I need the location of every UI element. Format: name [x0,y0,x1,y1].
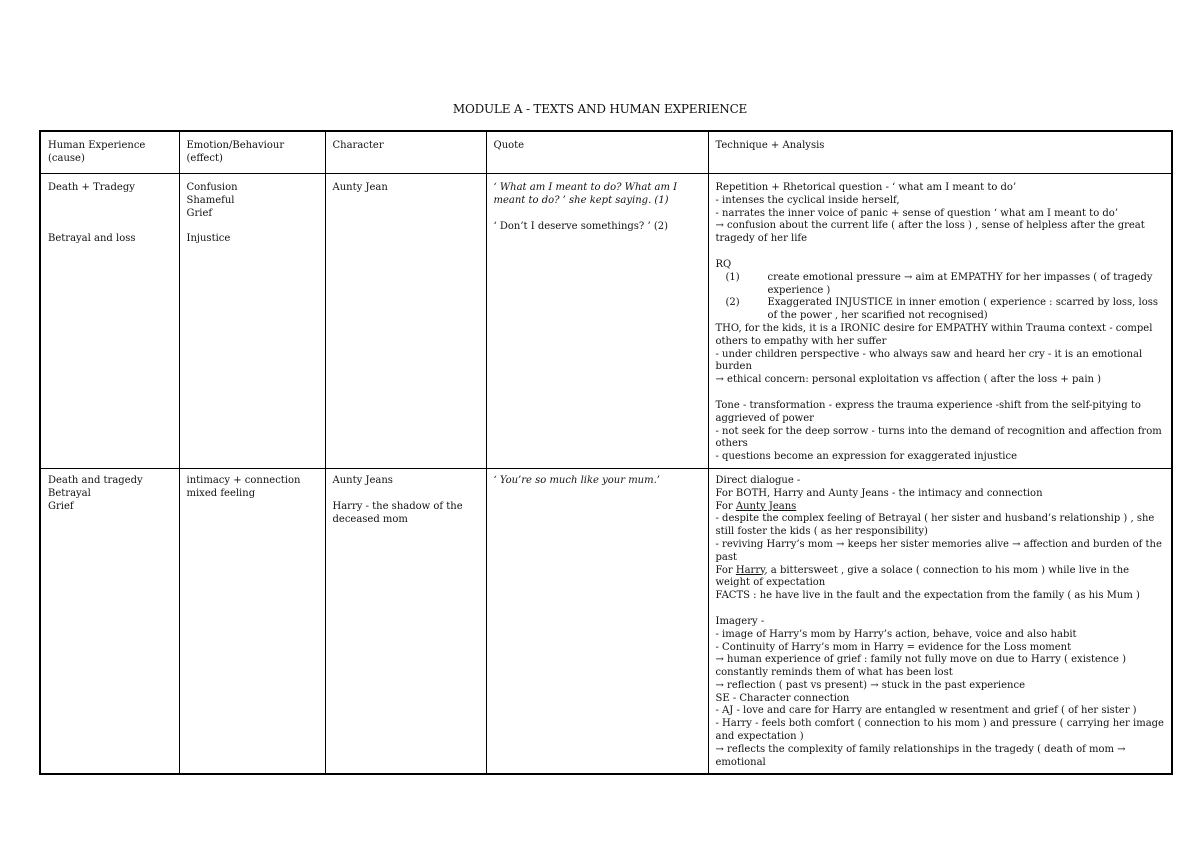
character-text: Harry - the shadow of the deceased mom [332,500,463,525]
analysis-line: - Continuity of Harry’s mom in Harry = evidence for the Loss moment [715,641,1072,653]
underlined-name: Aunty Jeans [735,500,797,512]
analysis-line: - intenses the cyclical inside herself, [715,194,900,206]
analysis-line: - questions become an expression for exaggerated injustice [715,451,1018,463]
list-item [716,272,1165,298]
quote-text: ‘ What am I meant to do? What am I meant to do? ’ she kept saying. (1) [493,182,678,206]
quote-text: ‘ You’re so much like your mum.’ [493,474,660,486]
analysis-text: , a bittersweet , give a solace ( connection to his mom ) while live in the weight of expectation [715,564,1130,589]
table-row [40,468,1172,774]
list-number: (1) [725,271,740,283]
technique-heading: Imagery - [715,615,765,627]
technique-heading: SE - Character connection [715,692,850,704]
cause-text: Grief [48,500,74,512]
quote-cell [486,468,708,774]
character-text: Aunty Jeans [332,474,393,486]
analysis-line: FACTS : he have live in the fault and the expectation from the family ( as his Mum ) [715,590,1140,602]
technique-heading: Repetition + Rhetorical question - ‘ what am I meant to do’ [715,182,1017,193]
technique-heading: Tone - transformation - express the trauma experience -shift from the self-pitying to aggrieved of power [715,399,1141,424]
emotion-text: Grief [186,207,213,219]
list-item [716,297,1165,323]
character-cell [325,468,486,774]
header-analysis-label: Technique + Analysis [715,140,825,151]
quote-cell [486,174,708,469]
page-title: MODULE A - TEXTS AND HUMAN EXPERIENCE [452,102,748,116]
header-analysis [708,131,1172,174]
cause-text: Betrayal [48,487,91,499]
analysis-line: - despite the complex feeling of Betrayal ( her sister and husband’s relationship ) , she still foster the kids ( as her responsibility) [715,513,1155,538]
analysis-line: → confusion about the current life ( after the loss ) , sense of helpless after the great tragedy of her life [715,220,1145,245]
analysis-line: - narrates the inner voice of panic + sense of question ‘ what am I meant to do’ [715,207,1118,219]
header-character [325,131,486,174]
analysis-line: → reflection ( past vs present) → stuck in the past experience [715,679,1026,691]
header-row [40,131,1172,174]
list-number: (2) [725,297,740,309]
list-text: create emotional pressure → aim at EMPATHY for her impasses ( of tragedy experience ) [767,271,1153,296]
analysis-line [716,501,1165,514]
cause-cell [40,174,179,469]
cause-text: Death and tragedy [48,474,143,486]
header-emotion [179,131,325,174]
analysis-cell [708,174,1172,469]
emotion-text: Shameful [186,194,235,206]
header-emotion-label: Emotion/Behaviour (effect) [186,140,285,164]
analysis-line: - image of Harry’s mom by Harry’s action, behave, voice and also habit [715,628,1077,640]
character-cell [325,174,486,469]
analysis-line: - AJ - love and care for Harry are entangled w resentment and grief ( of her sister ) [715,705,1137,717]
analysis-line: THO, for the kids, it is a IRONIC desire for EMPATHY within Trauma context - compel others to empathy with her suffer [715,322,1153,347]
analysis-line: → human experience of grief : family not fully move on due to Harry ( existence ) constantly reminds them of what has been lost [715,654,1126,679]
analysis-text: For [715,564,736,576]
quote-text: ‘ Don’t I deserve somethings? ’ (2) [493,220,668,232]
analysis-line: - not seek for the deep sorrow - turns into the demand of recognition and affection from others [715,425,1162,450]
analysis-line: - under children perspective - who always saw and heard her cry - it is an emotional burden [715,348,1143,373]
technique-heading: Direct dialogue - [715,474,801,486]
analysis-line [716,565,1165,591]
character-text: Aunty Jean [332,182,388,193]
analysis-table [39,130,1173,775]
analysis-line: → ethical concern: personal exploitation vs affection ( after the loss + pain ) [715,374,1102,386]
emotion-text: mixed feeling [186,487,256,499]
header-quote [486,131,708,174]
cause-text: Betrayal and loss [48,232,136,244]
table-row [40,174,1172,469]
cause-cell [40,468,179,774]
emotion-cell [179,468,325,774]
analysis-line: For BOTH, Harry and Aunty Jeans - the intimacy and connection [715,487,1043,499]
emotion-cell [179,174,325,469]
analysis-text: For [715,500,736,512]
technique-heading: RQ [715,258,732,270]
header-cause [40,131,179,174]
emotion-text: intimacy + connection [186,474,301,486]
header-character-label: Character [332,140,384,151]
analysis-cell [708,468,1172,774]
analysis-line: - Harry - feels both comfort ( connection to his mom ) and pressure ( carrying her image and expectation ) [715,718,1164,743]
analysis-line: - reviving Harry’s mom → keeps her sister memories alive → affection and burden of the past [715,538,1162,563]
header-quote-label: Quote [493,140,525,151]
emotion-text: Injustice [186,233,231,245]
header-cause-label: Human Experience (cause) [48,140,146,164]
cause-text: Death + Tradegy [48,182,135,193]
list-text: Exaggerated INJUSTICE in inner emotion ( experience : scarred by loss, loss of the power , her scarified not recognised) [767,297,1159,322]
underlined-name: Harry [735,564,765,576]
analysis-line: → reflects the complexity of family relationships in the tragedy ( death of mom → emotional [715,743,1126,768]
emotion-text: Confusion [186,182,238,193]
